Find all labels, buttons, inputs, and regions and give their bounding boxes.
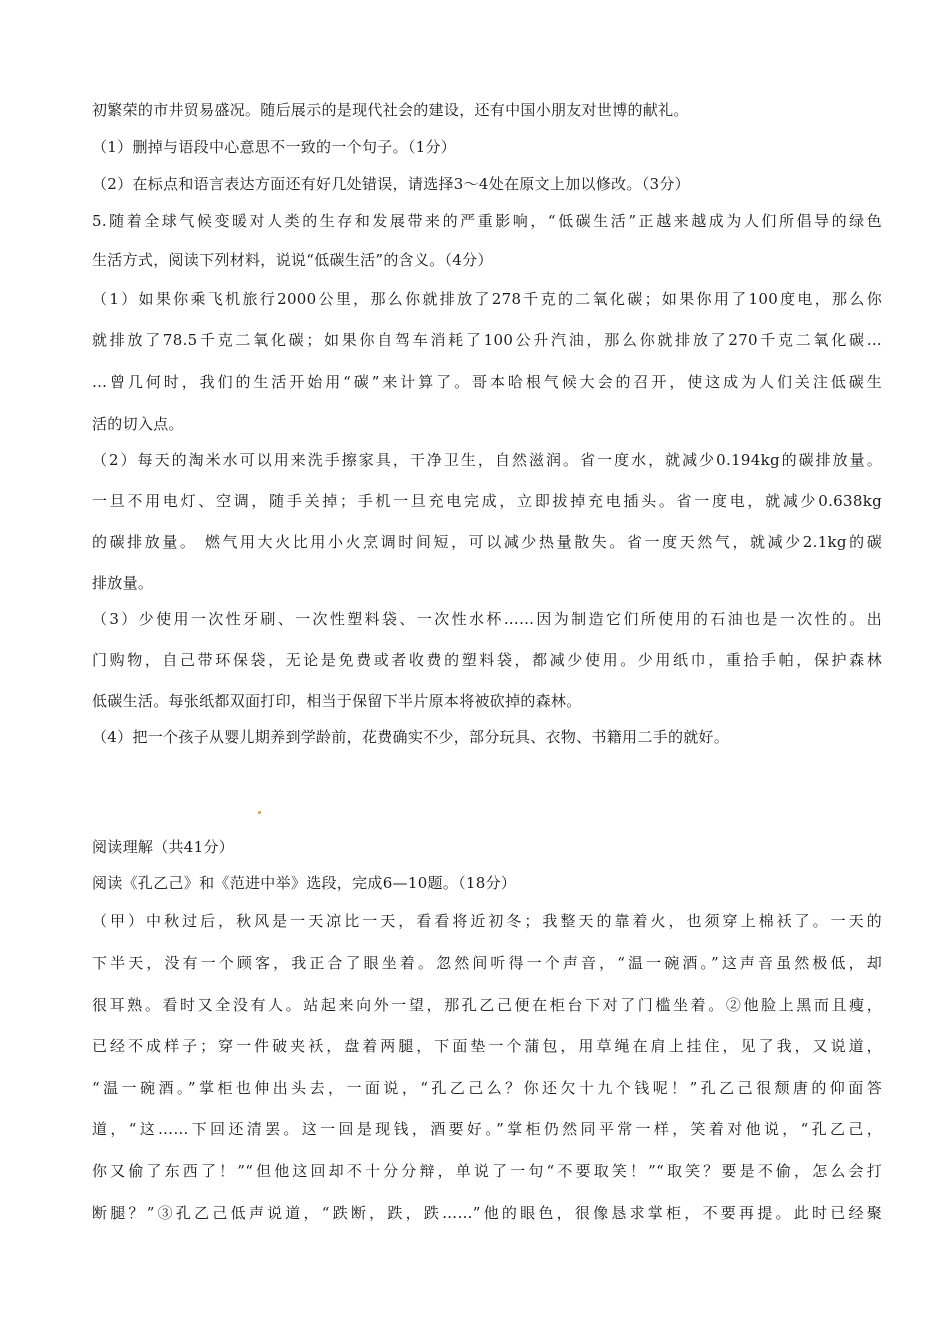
text-line: 初繁荣的市井贸易盛况。随后展示的是现代社会的建设，还有中国小朋友对世博的献礼。 <box>92 101 689 119</box>
passage-line: （甲）中秋过后，秋风是一天凉比一天，看看将近初冬；我整天的靠着火，也须穿上棉袄了。一天的 <box>92 912 882 930</box>
material-1-line: …曾几何时，我们的生活开始用“碳”来计算了。哥本哈根气候大会的召开，使这成为人们关注低碳生 <box>92 373 882 391</box>
question-5-stem-cont: 生活方式，阅读下列材料，说说“低碳生活”的含义。（4分） <box>92 251 493 269</box>
material-1-line: 活的切入点。 <box>92 415 184 433</box>
section-heading: 阅读理解（共41分） <box>92 838 235 856</box>
reading-instruction: 阅读《孔乙己》和《范进中举》选段，完成6—10题。（18分） <box>92 874 517 892</box>
material-4-line: （4）把一个孩子从婴儿期养到学龄前，花费确实不少，部分玩具、衣物、书籍用二手的就好。 <box>92 728 730 746</box>
passage-line: “温一碗酒。”掌柜也伸出头去，一面说，“孔乙己么？你还欠十九个钱呢！”孔乙己很颓唐的仰面答 <box>92 1079 882 1097</box>
question-4-1: （1）删掉与语段中心意思不一致的一个句子。（1分） <box>92 138 457 156</box>
question-4-2: （2）在标点和语言表达方面还有好几处错误，请选择3～4处在原文上加以修改。（3分） <box>92 175 690 193</box>
material-1-line: （1）如果你乘飞机旅行2000公里，那么你就排放了278千克的二氧化碳；如果你用了100度电，那么你 <box>92 290 882 308</box>
passage-line: 你又偷了东西了！”“但他这回却不十分分辩，单说了一句“不要取笑！”“取笑？要是不偷，怎么会打 <box>92 1162 882 1180</box>
passage-line: 断腿？”③孔乙己低声说道，“跌断，跌，跌……”他的眼色，很像恳求掌柜，不要再提。此时已经聚 <box>92 1204 882 1222</box>
material-2-line: 一旦不用电灯、空调，随手关掉；手机一旦充电完成，立即拔掉充电插头。省一度电，就减少0.638kg <box>92 492 882 510</box>
passage-line: 道，“这……下回还清罢。这一回是现钱，酒要好。”掌柜仍然同平常一样，笑着对他说，“孔乙己， <box>92 1120 882 1138</box>
passage-line: 很耳熟。看时又全没有人。站起来向外一望，那孔乙己便在柜台下对了门槛坐着。②他脸上黑而且瘦， <box>92 996 882 1014</box>
material-2-line: （2）每天的淘米水可以用来洗手擦家具，干净卫生，自然滋润。省一度水，就减少0.194kg的碳排放量。 <box>92 451 882 469</box>
material-2-line: 的碳排放量。 燃气用大火比用小火烹调时间短，可以减少热量散失。省一度天然气，就减少2.1kg的碳 <box>92 533 882 551</box>
passage-line: 下半天，没有一个顾客，我正合了眼坐着。忽然间听得一个声音，“温一碗酒。”这声音虽然极低，却 <box>92 954 882 972</box>
stray-mark <box>258 811 261 814</box>
material-1-line: 就排放了78.5千克二氧化碳；如果你自驾车消耗了100公升汽油，那么你就排放了270千克二氧化碳… <box>92 331 882 349</box>
question-5-stem: 5.随着全球气候变暖对人类的生存和发展带来的严重影响，“低碳生活”正越来越成为人们所倡导的绿色 <box>92 212 882 230</box>
material-3-line: 门购物，自己带环保袋，无论是免费或者收费的塑料袋，都减少使用。少用纸巾，重拾手帕，保护森林 <box>92 651 882 669</box>
material-3-line: 低碳生活。每张纸都双面打印，相当于保留下半片原本将被砍掉的森林。 <box>92 692 582 710</box>
material-3-line: （3）少使用一次性牙刷、一次性塑料袋、一次性水杯……因为制造它们所使用的石油也是一次性的。出 <box>92 610 882 628</box>
material-2-line: 排放量。 <box>92 574 154 592</box>
passage-line: 已经不成样子；穿一件破夹袄，盘着两腿，下面垫一个蒲包，用草绳在肩上挂住，见了我，又说道， <box>92 1037 882 1055</box>
